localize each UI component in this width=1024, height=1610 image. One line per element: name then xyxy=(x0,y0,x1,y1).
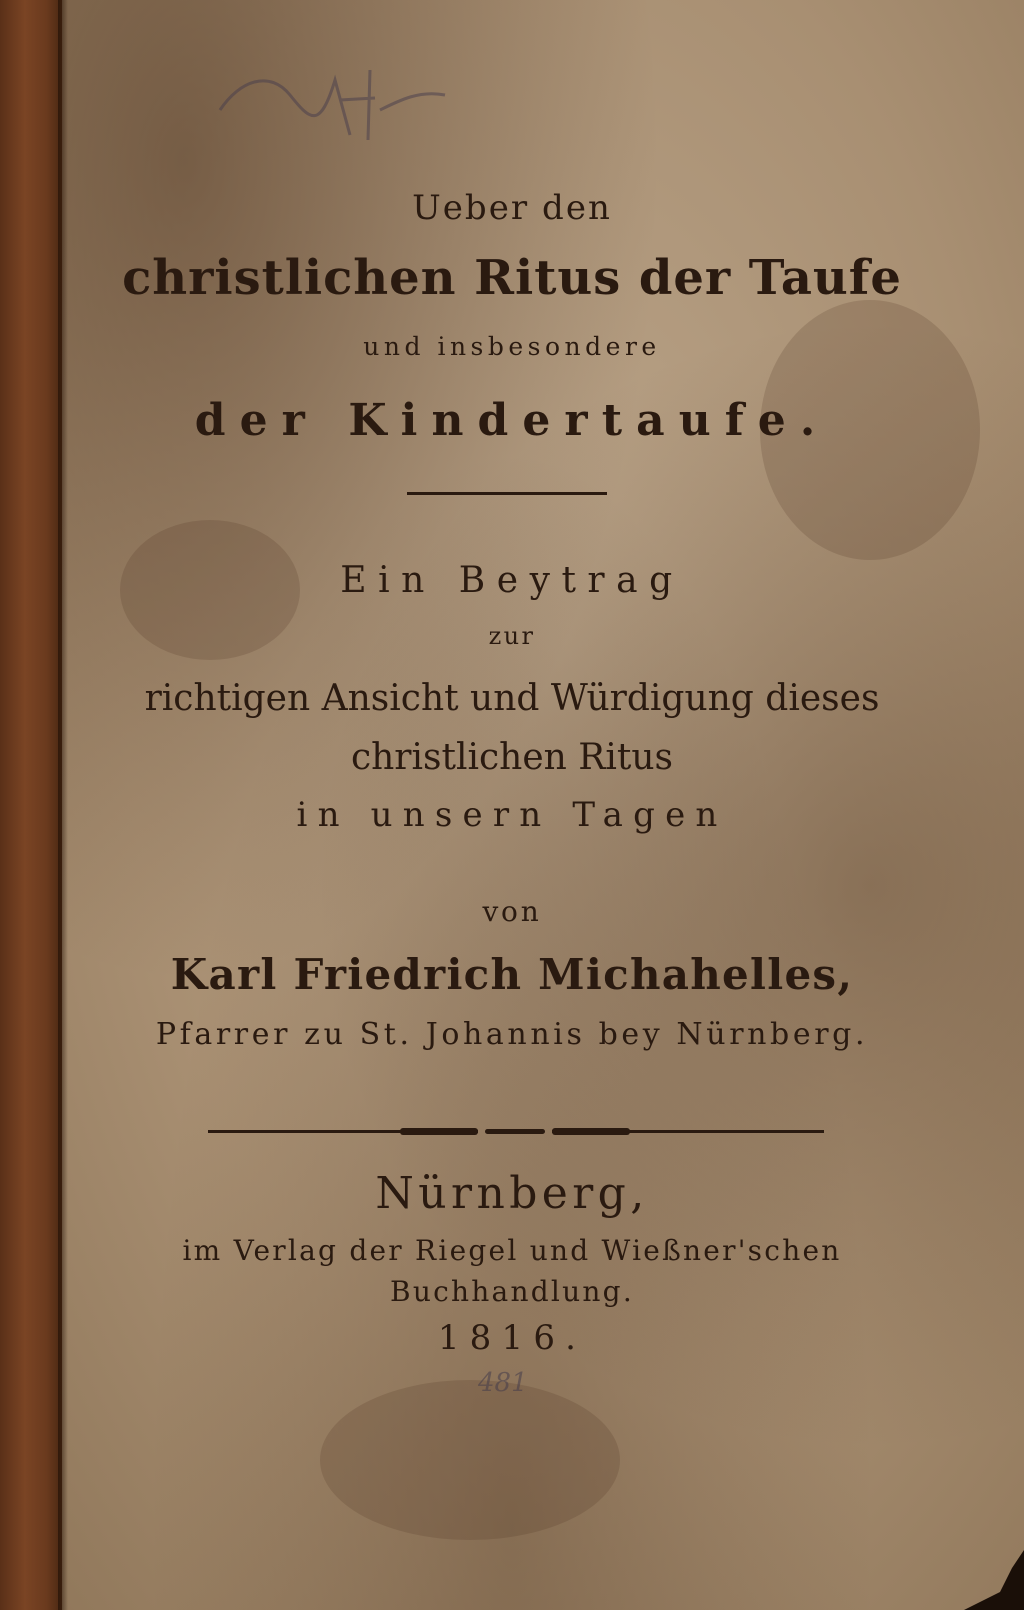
subtitle-line-1: Ein Beytrag xyxy=(340,560,684,601)
paper-stain xyxy=(320,1380,620,1540)
title-line-3: und insbesondere xyxy=(363,332,661,361)
imprint-city: Nürnberg, xyxy=(375,1168,649,1219)
imprint-publisher-line-2: Buchhandlung. xyxy=(390,1275,634,1308)
title-line-1: Ueber den xyxy=(412,188,612,228)
author-name: Karl Friedrich Michahelles, xyxy=(170,950,854,999)
ornamental-rule-left-thick xyxy=(400,1128,478,1135)
torn-corner xyxy=(964,1550,1024,1610)
author-role: Pfarrer zu St. Johannis bey Nürnberg. xyxy=(155,1017,869,1052)
handwritten-note-bottom: 481 xyxy=(478,1368,528,1398)
imprint-year: 1816. xyxy=(437,1318,587,1358)
title-line-2: christlichen Ritus der Taufe xyxy=(122,250,902,306)
handwritten-note-top xyxy=(200,40,460,160)
ornamental-rule-right xyxy=(552,1130,824,1133)
subtitle-line-5: in unsern Tagen xyxy=(296,795,728,835)
title-line-4: der Kindertaufe. xyxy=(194,395,830,446)
subtitle-line-4: christlichen Ritus xyxy=(350,737,674,778)
subtitle-line-2: zur xyxy=(488,622,536,650)
author-by: von xyxy=(482,895,542,928)
ornamental-rule-center xyxy=(485,1129,545,1134)
handwritten-note-top-text: Act xyxy=(390,142,407,153)
subtitle-line-3: richtigen Ansicht und Würdigung dieses xyxy=(144,678,880,719)
title-divider xyxy=(407,492,607,495)
imprint-publisher-line-1: im Verlag der Riegel und Wießner'schen xyxy=(182,1234,842,1267)
